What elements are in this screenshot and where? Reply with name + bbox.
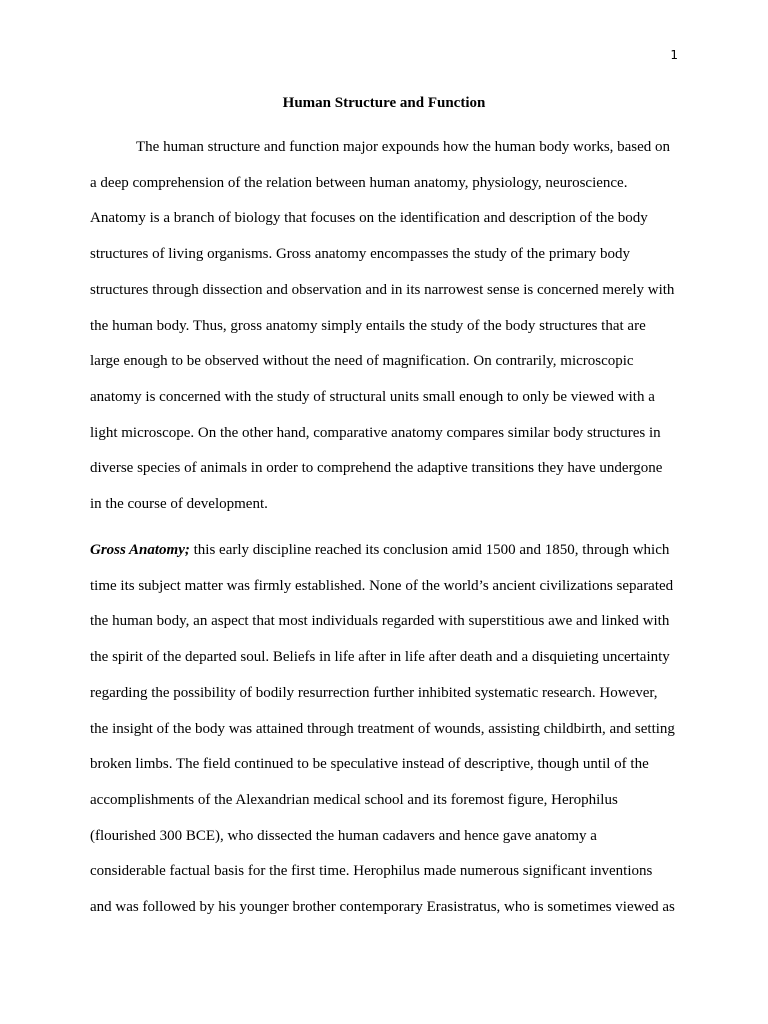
paragraph-line: structures through dissection and observation and in its narrowest sense is concerned merely with: [90, 281, 675, 298]
paragraph-line: considerable factual basis for the first time. Herophilus made numerous significant inventions: [90, 863, 653, 880]
paragraph-line: (flourished 300 BCE), who dissected the human cadavers and hence gave anatomy a: [90, 827, 597, 844]
paragraph-line: broken limbs. The field continued to be speculative instead of descriptive, though until of the: [90, 756, 649, 773]
paragraph-line: the insight of the body was attained through treatment of wounds, assisting childbirth, and setting: [90, 720, 675, 737]
paragraph-line: Anatomy is a branch of biology that focuses on the identification and description of the body: [90, 210, 648, 227]
paragraph-line: regarding the possibility of bodily resurrection further inhibited systematic research. However,: [90, 684, 658, 701]
paragraph-line: light microscope. On the other hand, comparative anatomy compares similar body structures in: [90, 424, 661, 441]
paragraph-intro: [90, 130, 678, 523]
document-title: Human Structure and Function: [282, 95, 486, 111]
paragraph-line: a deep comprehension of the relation between human anatomy, physiology, neuroscience.: [90, 174, 628, 191]
paragraph-line: anatomy is concerned with the study of structural units small enough to only be viewed with a: [90, 388, 655, 405]
paragraph-line: the human body, an aspect that most individuals regarded with superstitious awe and linked with: [90, 613, 670, 630]
paragraph-line: accomplishments of the Alexandrian medical school and its foremost figure, Herophilus: [90, 791, 618, 808]
paragraph-line: time its subject matter was firmly established. None of the world’s ancient civilizations separated: [90, 577, 674, 594]
paragraph-line: the spirit of the departed soul. Beliefs in life after in life after death and a disquieting uncertainty: [90, 649, 670, 666]
paragraph-line: [90, 533, 678, 569]
paragraph-line: and was followed by his younger brother contemporary Erasistratus, who is sometimes viewed as: [90, 899, 675, 916]
paragraph-line: the human body. Thus, gross anatomy simply entails the study of the body structures that are: [90, 317, 646, 334]
paragraph-line-text: this early discipline reached its conclusion amid 1500 and 1850, through which: [189, 542, 670, 558]
page-number: 1: [670, 48, 678, 62]
paragraph-line: The human structure and function major expounds how the human body works, based on: [136, 139, 671, 155]
paragraph-line: in the course of development.: [90, 496, 268, 513]
paragraph-line: diverse species of animals in order to comprehend the adaptive transitions they have undergone: [90, 460, 663, 477]
paragraph-line: large enough to be observed without the need of magnification. On contrarily, microscopic: [90, 353, 634, 370]
section-lead-heading: Gross Anatomy;: [90, 542, 190, 558]
paragraph-line: structures of living organisms. Gross anatomy encompasses the study of the primary body: [90, 246, 631, 263]
paragraph-gross-anatomy: [90, 533, 678, 926]
